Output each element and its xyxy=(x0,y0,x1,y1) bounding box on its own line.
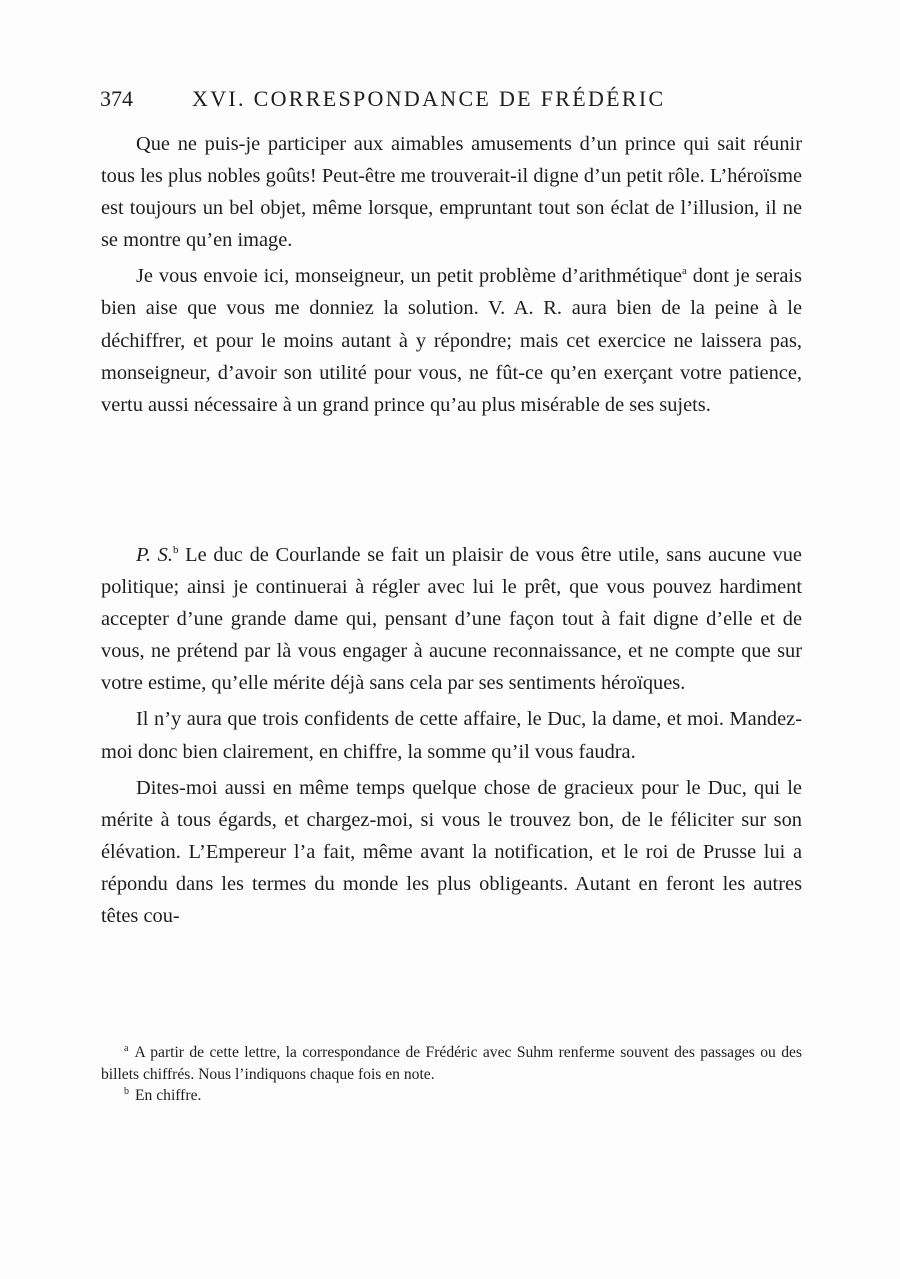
footnote-text: A partir de cette lettre, la correspondance de Frédéric avec Suhm renferme souvent des passages ou des billets chiffrés. Nous l’indiquons chaque fois en note. xyxy=(101,1044,802,1083)
footnote xyxy=(101,1042,802,1085)
page-number: 374 xyxy=(100,86,133,111)
running-head xyxy=(100,86,800,112)
postscript-body xyxy=(101,539,802,932)
footnote-ref-b: b xyxy=(172,544,179,557)
footnote-ref-a: a xyxy=(681,265,687,278)
paragraph-text: Le duc de Courlande se fait un plaisir de vous être utile, sans aucune vue politique; ainsi je continuerai à régler avec lui le prêt, que vous pouvez hardiment accepter d’une grande dame qui, pensant d’une façon tout à fait digne d’elle et de vous, ne prétend par là vous engager à aucune reconnaissance, et ne compte que sur votre estime, qu’elle mérite déjà sans cela par ses sentiments héroïques. xyxy=(101,544,802,695)
paragraph xyxy=(101,260,802,420)
postscript-label: P. S. xyxy=(136,544,173,566)
paragraph xyxy=(101,539,802,699)
footnote-text: En chiffre. xyxy=(135,1087,202,1104)
paragraph: Il n’y aura que trois confidents de cette affaire, le Duc, la dame, et moi. Mandez-moi donc bien clairement, en chiffre, la somme qu’il vous faudra. xyxy=(101,708,802,763)
paragraph: Que ne puis-je participer aux aimables amusements d’un prince qui sait réunir tous les plus nobles goûts! Peut-être me trouverait-il digne d’un petit rôle. L’héroïsme est toujours un bel objet, même lorsque, empruntant tout son éclat de l’illusion, il ne se montre qu’en image. xyxy=(101,133,802,252)
letter-body xyxy=(101,128,802,421)
paragraph-text: Je vous envoie ici, monseigneur, un petit problème d’arithmétique xyxy=(136,265,682,288)
footnote xyxy=(101,1085,802,1107)
footnote-marker: b xyxy=(124,1085,129,1097)
running-title: XVI. CORRESPONDANCE DE FRÉDÉRIC xyxy=(192,86,666,111)
footnotes xyxy=(101,1042,802,1107)
paragraph-text: dont je serais bien aise que vous me donniez la solution. V. A. R. aura bien de la peine à le déchiffrer, et pour le moins autant à y répondre; mais cet exercice ne laissera pas, monseigneur, d’avoir son utilité pour vous, ne fût-ce qu’en exerçant votre patience, vertu aussi nécessaire à un grand prince qu’au plus misérable de ses sujets. xyxy=(101,265,802,416)
paragraph: Dites-moi aussi en même temps quelque chose de gracieux pour le Duc, qui le mérite à tous égards, et chargez-moi, si vous le trouvez bon, de le féliciter sur son élévation. L’Empereur l’a fait, même avant la notification, et le roi de Prusse lui a répondu dans les termes du monde les plus obligeants. Autant en feront les autres têtes cou- xyxy=(101,776,802,928)
footnote-marker: a xyxy=(124,1042,129,1054)
